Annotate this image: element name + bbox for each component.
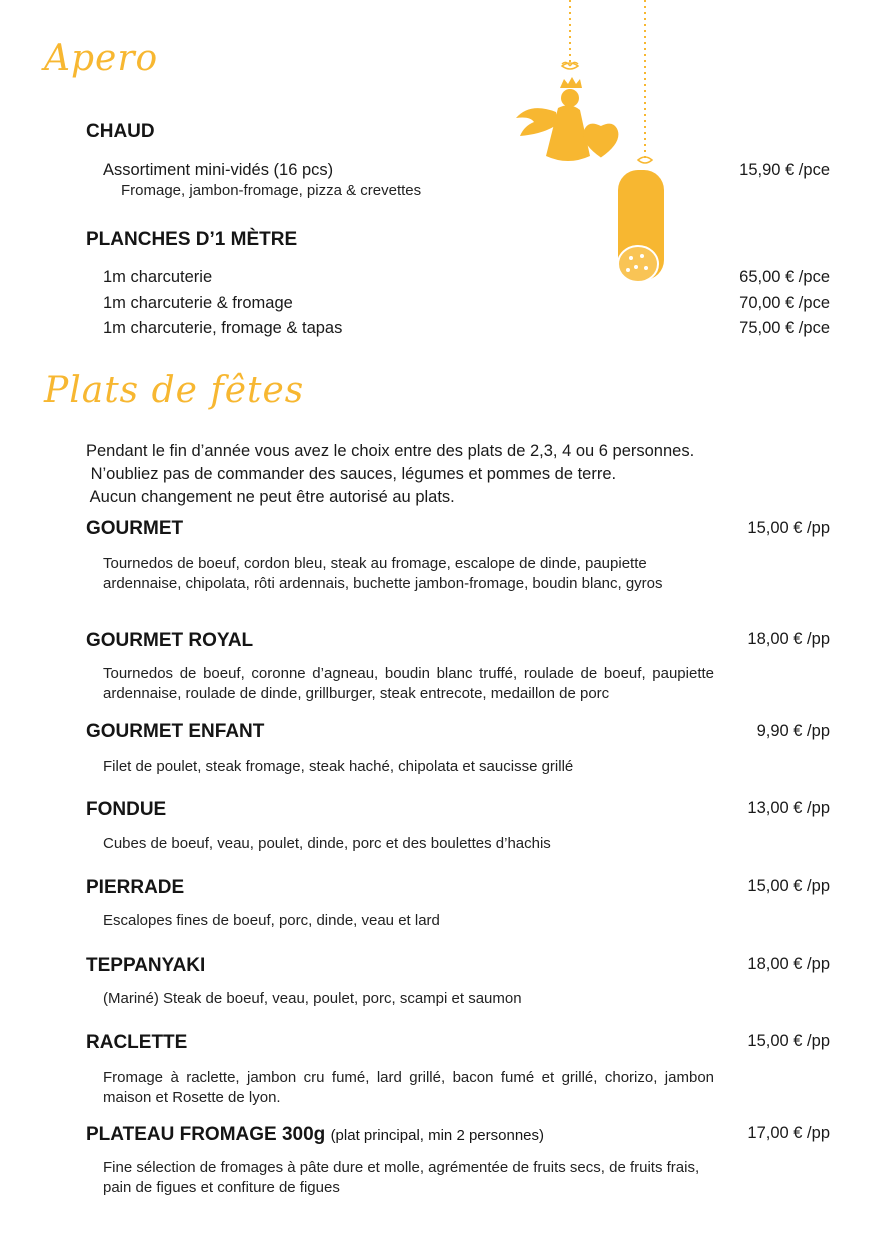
dish-name-pierrade: PIERRADE <box>86 877 185 898</box>
plats-intro-1: Pendant le fin d’année vous avez le choix entre des plats de 2,3, 4 ou 6 personnes. <box>86 442 695 460</box>
plats-title: Plats de fêtes <box>44 370 305 411</box>
planche-price-2: 70,00 € /pce <box>739 294 830 312</box>
dish-name-fondue: FONDUE <box>86 799 167 820</box>
dish-price-gourmet-enfant: 9,90 € /pp <box>756 722 830 740</box>
dish-desc-gourmet-royal: Tournedos de boeuf, coronne d’agneau, boudin blanc truffé, roulade de boeuf, paupiette ardennaise, roulade de dinde, grillburger, steak entrecote, medaillon de porc <box>103 665 714 702</box>
chaud-item-sub: Fromage, jambon-fromage, pizza & crevettes <box>121 182 422 199</box>
dish-name-raclette: RACLETTE <box>86 1032 188 1053</box>
angel-ornament-icon <box>516 62 590 161</box>
plats-intro-3: Aucun changement ne peut être autorisé au plats. <box>86 488 455 506</box>
hanging-ornaments <box>500 0 680 300</box>
dish-desc-pierrade: Escalopes fines de boeuf, porc, dinde, veau et lard <box>103 912 440 929</box>
dish-desc-raclette: Fromage à raclette, jambon cru fumé, lard grillé, bacon fumé et grillé, chorizo, jambon maison et Rosette de lyon. <box>103 1069 714 1106</box>
planche-price-1: 65,00 € /pce <box>739 268 830 286</box>
dish-price-teppanyaki: 18,00 € /pp <box>747 955 830 973</box>
dish-note-plateau-fromage: (plat principal, min 2 personnes) <box>330 1127 544 1144</box>
planche-item-1: 1m charcuterie <box>103 268 213 286</box>
dish-price-gourmet-royal: 18,00 € /pp <box>747 630 830 648</box>
dish-desc-teppanyaki: (Mariné) Steak de boeuf, veau, poulet, porc, scampi et saumon <box>103 990 522 1007</box>
chaud-item: Assortiment mini-vidés (16 pcs) <box>103 161 334 179</box>
dish-name-plateau-fromage-label: PLATEAU FROMAGE 300g <box>86 1124 326 1145</box>
dish-name-gourmet: GOURMET <box>86 518 184 539</box>
dish-name-plateau-fromage <box>86 1124 544 1146</box>
plats-intro-2: N’oubliez pas de commander des sauces, légumes et pommes de terre. <box>86 465 617 483</box>
dish-desc-fondue: Cubes de boeuf, veau, poulet, dinde, porc et des boulettes d’hachis <box>103 835 551 852</box>
dish-desc-gourmet-enfant: Filet de poulet, steak fromage, steak haché, chipolata et saucisse grillé <box>103 758 574 775</box>
planche-price-3: 75,00 € /pce <box>739 319 830 337</box>
dish-name-gourmet-royal: GOURMET ROYAL <box>86 630 254 651</box>
dish-price-fondue: 13,00 € /pp <box>747 799 830 817</box>
dish-price-raclette: 15,00 € /pp <box>747 1032 830 1050</box>
dish-price-plateau-fromage: 17,00 € /pp <box>747 1124 830 1142</box>
dish-desc-plateau-fromage: Fine sélection de fromages à pâte dure et molle, agrémentée de fruits secs, de fruits frais, pain de figues et confiture de figues <box>103 1159 700 1196</box>
apero-title: Apero <box>44 38 159 79</box>
planches-heading: PLANCHES D’1 MÈTRE <box>86 229 298 250</box>
planche-item-3: 1m charcuterie, fromage & tapas <box>103 319 343 337</box>
planche-item-2: 1m charcuterie & fromage <box>103 294 293 312</box>
dish-price-gourmet: 15,00 € /pp <box>747 519 830 537</box>
dish-price-pierrade: 15,00 € /pp <box>747 877 830 895</box>
chaud-heading: CHAUD <box>86 121 155 142</box>
dish-name-gourmet-enfant: GOURMET ENFANT <box>86 721 265 742</box>
dish-desc-gourmet: Tournedos de boeuf, cordon bleu, steak au fromage, escalope de dinde, paupiette ardennaise, chipolata, rôti ardennais, buchette jambon-fromage, boudin blanc, gyros <box>103 555 663 592</box>
chaud-price: 15,90 € /pce <box>739 161 830 179</box>
dish-name-teppanyaki: TEPPANYAKI <box>86 955 206 976</box>
